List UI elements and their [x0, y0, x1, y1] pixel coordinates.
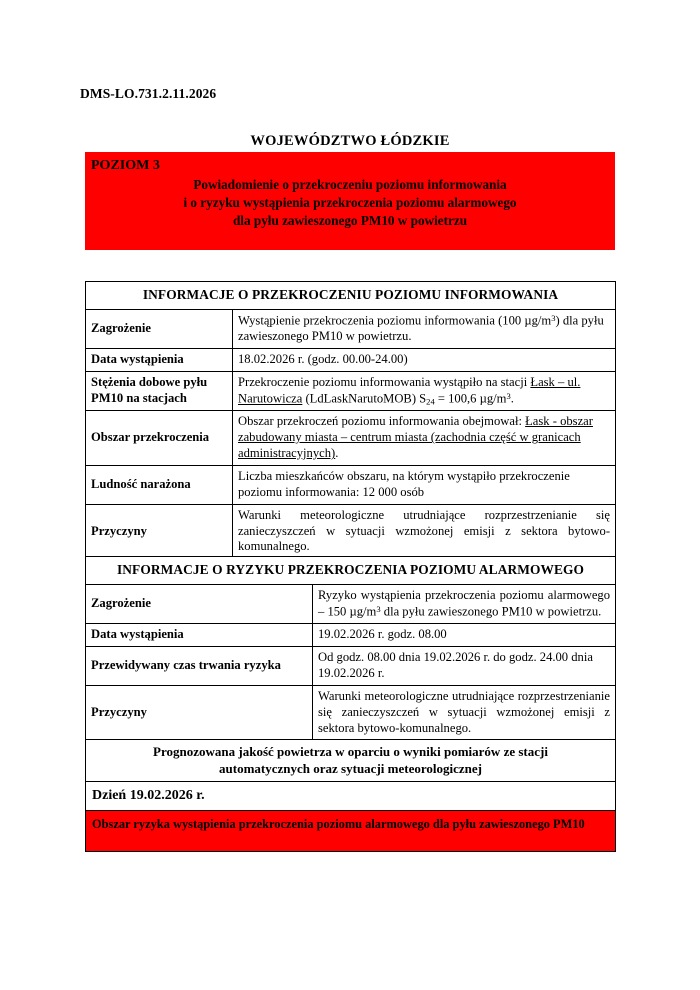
table-row	[86, 647, 616, 686]
risk-area-note: Obszar ryzyka wystąpienia przekroczenia poziomu alarmowego dla pyłu zawieszonego PM10	[92, 816, 585, 831]
forecast-row	[86, 740, 616, 782]
row-value: Obszar przekroczeń poziomu informowania obejmował: Łask - obszar zabudowany miasta – centrum miasta (zachodnia część w granicach administracyjnych).	[233, 411, 616, 466]
risk-area-row	[86, 810, 616, 851]
forecast-line-2: automatycznych oraz sytuacji meteorologicznej	[219, 760, 482, 776]
alert-line-2: i o ryzyku wystąpienia przekroczenia poziomu alarmowego	[183, 195, 517, 211]
row-value: Od godz. 08.00 dnia 19.02.2026 r. do godz. 24.00 dnia 19.02.2026 r.	[313, 647, 616, 686]
row-value: Wystąpienie przekroczenia poziomu informowania (100 $\mu g/m^3$) dla pyłu zawieszonego PM10 w powietrzu.	[233, 309, 616, 348]
alert-level-label: POZIOM 3	[91, 158, 160, 173]
table-row	[86, 372, 616, 411]
table-header-row	[86, 557, 616, 585]
table-row	[86, 504, 616, 559]
table-alarm-risk	[85, 556, 616, 852]
row-value: 19.02.2026 r. godz. 08.00	[313, 624, 616, 647]
table-row	[86, 624, 616, 647]
forecast-day-label: Dzień 19.02.2026 r.	[86, 782, 616, 811]
table-header-row	[86, 282, 616, 310]
table-row	[86, 466, 616, 505]
alert-banner	[85, 152, 615, 250]
reference-number: DMS-LO.731.2.11.2026	[80, 86, 217, 101]
row-value: Ryzyko wystąpienia przekroczenia poziomu alarmowego – 150 $\mu g/m^3$ dla pyłu zawieszonego PM10 w powietrzu.	[313, 584, 616, 623]
row-value: Przekroczenie poziomu informowania wystąpiło na stacji Łask – ul. Narutowicza (LdLaskNarutoMOB) $S_{24} = 100,6$ $\mu g/m^3$.	[233, 372, 616, 411]
alert-line-3: dla pyłu zawieszonego PM10 w powietrzu	[232, 213, 468, 229]
row-value: Warunki meteorologiczne utrudniające rozprzestrzenianie się zanieczyszczeń w sytuacji wzmożonej emisji z sektora bytowo-komunalnego.	[233, 504, 616, 559]
alert-line-1: Powiadomienie o przekroczeniu poziomu informowania	[193, 177, 507, 193]
row-value: Liczba mieszkańców obszaru, na którym wystąpiło przekroczenie poziomu informowania: 12 000 osób	[233, 466, 616, 505]
forecast-note	[86, 740, 616, 782]
table-alarm-risk-body	[86, 557, 616, 852]
row-label: Zagrożenie	[86, 309, 233, 348]
row-label: Ludność narażona	[86, 466, 233, 505]
row-label: Data wystąpienia	[86, 624, 313, 647]
table-row	[86, 349, 616, 372]
row-label: Obszar przekroczenia	[86, 411, 233, 466]
table-alarm-risk-header: INFORMACJE O RYZYKU PRZEKROCZENIA POZIOMU ALARMOWEGO	[86, 557, 616, 585]
row-value: 18.02.2026 r. (godz. 00.00-24.00)	[233, 349, 616, 372]
risk-area-cell	[86, 810, 616, 851]
row-label: Przewidywany czas trwania ryzyka	[86, 647, 313, 686]
row-label: Stężenia dobowe pyłu PM10 na stacjach	[86, 372, 233, 411]
row-label: Przyczyny	[86, 685, 313, 740]
page-title: WOJEWÓDZTWO ŁÓDZKIE	[250, 133, 450, 149]
row-label: Data wystąpienia	[86, 349, 233, 372]
row-label: Przyczyny	[86, 504, 233, 559]
day-row	[86, 782, 616, 811]
table-row	[86, 411, 616, 466]
row-label: Zagrożenie	[86, 584, 313, 623]
table-row	[86, 685, 616, 740]
table-information-level	[85, 281, 616, 559]
table-information-body	[86, 282, 616, 559]
row-value: Warunki meteorologiczne utrudniające rozprzestrzenianie się zanieczyszczeń w sytuacji wzmożonej emisji z sektora bytowo-komunalnego.	[313, 685, 616, 740]
table-row	[86, 309, 616, 348]
forecast-line-1: Prognozowana jakość powietrza w oparciu o wyniki pomiarów ze stacji	[153, 744, 548, 760]
alert-banner-text	[91, 176, 609, 230]
table-information-header: INFORMACJE O PRZEKROCZENIU POZIOMU INFORMOWANIA	[86, 282, 616, 310]
table-row	[86, 584, 616, 623]
